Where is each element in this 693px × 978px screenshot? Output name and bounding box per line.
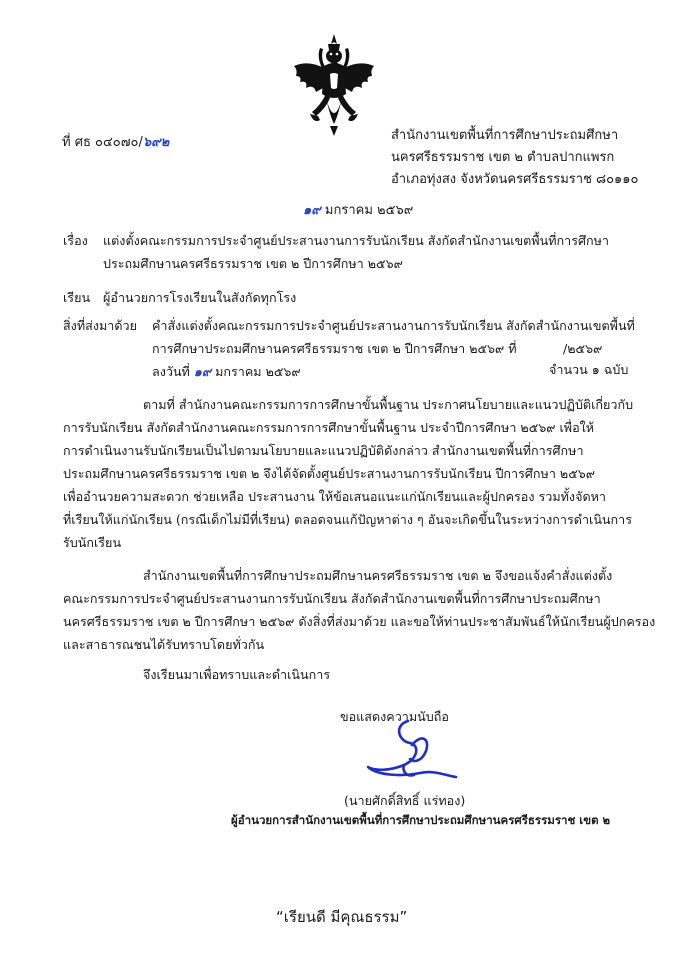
paragraph-2-line-2: คณะกรรมการประจำศูนย์ประสานงานการรับนักเรียน สังกัดสำนักงานเขตพื้นที่การศึกษาประถมศึกษา — [63, 591, 601, 606]
paragraph-1-line-5: เพื่ออำนวยความสะดวก ช่วยเหลือ ประสานงาน ให้ข้อเสนอแนะแก่นักเรียนและผู้ปกครอง รวมทั้งจัดหา — [63, 489, 607, 504]
signatory-position: ผู้อำนวยการสำนักงานเขตพื้นที่การศึกษาประถมศึกษานครศรีธรรมราช เขต ๒ — [231, 813, 611, 827]
paragraph-1-line-7: รับนักเรียน — [63, 535, 122, 550]
paragraph-2-line-4: และสาธารณชนได้รับทราบโดยทั่วกัน — [63, 637, 265, 652]
issuer-line-2: นครศรีธรรมราช เขต ๒ ตำบลปากแพรก — [391, 150, 615, 165]
document-number-prefix: ที่ ศธ ๐๔๐๗๐/ — [62, 135, 143, 150]
handwritten-signature-icon — [360, 715, 470, 785]
paragraph-2-line-3: นครศรีธรรมราช เขต ๒ ปีการศึกษา ๒๕๖๙ ดังสิ่งที่ส่งมาด้วย และขอให้ท่านประชาสัมพันธ์ให้นักเรียนผู้ปกครอง — [63, 614, 656, 629]
date-month-year: มกราคม ๒๕๖๙ — [324, 203, 414, 218]
document-number — [62, 134, 169, 152]
recipient-text: ผู้อำนวยการโรงเรียนในสังกัดทุกโรง — [103, 290, 297, 305]
enclosure-date-suffix: มกราคม ๒๕๖๙ — [215, 364, 301, 379]
paragraph-2-line-1: สำนักงานเขตพื้นที่การศึกษาประถมศึกษานครศรีธรรมราช เขต ๒ จึงขอแจ้งคำสั่งแต่งตั้ง — [143, 568, 613, 583]
enclosure-line-3 — [152, 363, 301, 381]
paragraph-1-line-6: ที่เรียนให้แก่นักเรียน (กรณีเด็กไม่มีที่เรียน) ตลอดจนแก้ปัญหาต่าง ๆ อันจะเกิดขึ้นในระหว่างการดำเนินการ — [63, 512, 633, 527]
enclosure-date-handwritten: ๑๙ — [193, 364, 212, 379]
subject-label: เรื่อง — [63, 233, 88, 248]
issuer-line-1: สำนักงานเขตพื้นที่การศึกษาประถมศึกษา — [391, 128, 619, 143]
document-number-handwritten: ๖๙๒ — [142, 135, 170, 150]
closing-request: จึงเรียนมาเพื่อทราบและดำเนินการ — [143, 667, 331, 682]
issuer-line-3: อำเภอทุ่งสง จังหวัดนครศรีธรรมราช ๘๐๑๑๐ — [391, 172, 639, 187]
subject-line-2: ประถมศึกษานครศรีธรรมราช เขต ๒ ปีการศึกษา ๒๕๖๙ — [103, 256, 403, 271]
letter-date — [303, 202, 413, 220]
recipient-label: เรียน — [63, 290, 91, 305]
paragraph-1-line-3: การดำเนินงานรับนักเรียนเป็นไปตามนโยบายและแนวปฏิบัติดังกล่าว สำนักงานเขตพื้นที่การศึกษา — [63, 443, 584, 458]
paragraph-1-line-2: การรับนักเรียน สังกัดสำนักงานคณะกรรมการการศึกษาขั้นพื้นฐาน ประจำปีการศึกษา ๒๕๖๙ เพื่อให้ — [63, 420, 595, 435]
paragraph-1-line-4: ประถมศึกษานครศรีธรรมราช เขต ๒ จึงได้จัดตั้งศูนย์ประสานงานการรับนักเรียน ปีการศึกษา ๒๕๖๙ — [63, 466, 595, 481]
subject-line-1: แต่งตั้งคณะกรรมการประจำศูนย์ประสานงานการรับนักเรียน สังกัดสำนักงานเขตพื้นที่การศึกษา — [103, 233, 609, 248]
enclosure-line-2-tail: /๒๕๖๙ — [563, 341, 603, 356]
enclosure-line-2: การศึกษาประถมศึกษานครศรีธรรมราช เขต ๒ ปีการศึกษา ๒๕๖๙ ที่ — [152, 341, 517, 356]
enclosure-line-1: คำสั่งแต่งตั้งคณะกรรมการประจำศูนย์ประสานงานการรับนักเรียน สังกัดสำนักงานเขตพื้นที่ — [152, 318, 635, 333]
enclosure-label: สิ่งที่ส่งมาด้วย — [63, 318, 137, 333]
paragraph-1-line-1: ตามที่ สำนักงานคณะกรรมการการศึกษาขั้นพื้นฐาน ประกาศนโยบายและแนวปฏิบัติเกี่ยวกับ — [143, 397, 634, 412]
date-day-handwritten: ๑๙ — [303, 203, 321, 218]
garuda-emblem-icon — [290, 32, 378, 138]
closing-salutation: ขอแสดงความนับถือ — [340, 709, 449, 724]
footer-motto: “เรียนดี มีคุณธรรม” — [276, 908, 408, 926]
enclosure-count: จำนวน ๑ ฉบับ — [549, 362, 629, 377]
signatory-name: (นายศักดิ์สิทธิ์ แร่ทอง) — [344, 793, 466, 808]
enclosure-date-prefix: ลงวันที่ — [152, 364, 190, 379]
